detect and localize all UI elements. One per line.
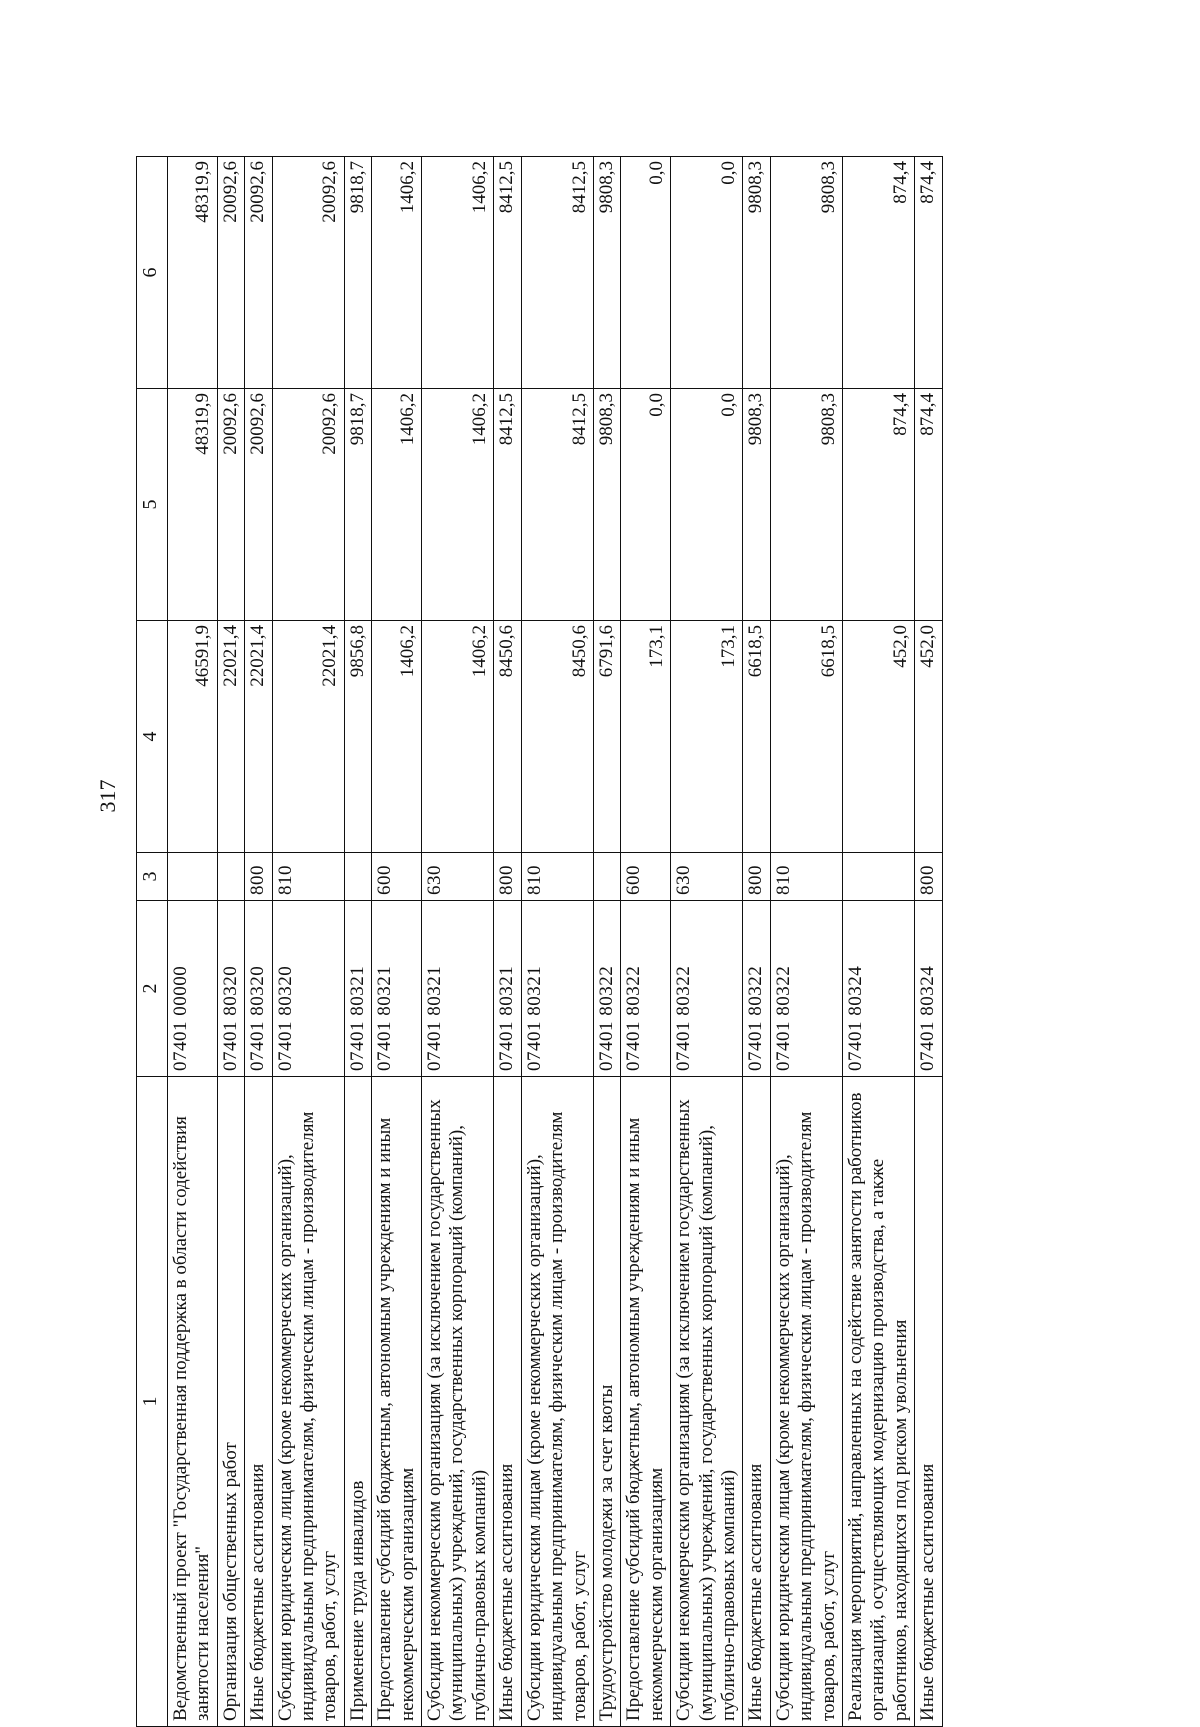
row-code: 07401 80321 <box>422 901 494 1077</box>
row-value-5: 0,0 <box>621 389 671 621</box>
row-code: 07401 80322 <box>743 901 770 1077</box>
row-value-4: 1406,2 <box>372 621 422 853</box>
row-value-4: 8450,6 <box>494 621 521 853</box>
row-type <box>168 853 218 901</box>
row-name: Организация общественных работ <box>217 1077 244 1727</box>
row-value-5: 9818,7 <box>344 389 371 621</box>
row-value-6: 9818,7 <box>344 157 371 389</box>
row-value-5: 874,4 <box>915 389 942 621</box>
row-code: 07401 80324 <box>842 901 914 1077</box>
row-type: 630 <box>671 853 743 901</box>
row-value-5: 8412,5 <box>521 389 593 621</box>
row-value-4: 22021,4 <box>272 621 344 853</box>
row-name: Реализация мероприятий, направленных на содействие занятости работников организаций, осуществляющих модернизацию производства, а также работников, находящихся под риском увольнения <box>842 1077 914 1727</box>
row-value-4: 8450,6 <box>521 621 593 853</box>
row-value-6: 20092,6 <box>272 157 344 389</box>
row-type: 800 <box>915 853 942 901</box>
table-row <box>915 157 942 1727</box>
table-row <box>621 157 671 1727</box>
table-body <box>168 157 943 1727</box>
table-row <box>842 157 914 1727</box>
row-name: Иные бюджетные ассигнования <box>245 1077 272 1727</box>
table-row <box>521 157 593 1727</box>
rotated-table-container <box>136 157 1141 1727</box>
row-name: Предоставление субсидий бюджетным, автономным учреждениям и иным некоммерческим организациям <box>621 1077 671 1727</box>
row-name: Применение труда инвалидов <box>344 1077 371 1727</box>
header-col-5: 5 <box>137 389 168 621</box>
row-name: Иные бюджетные ассигнования <box>915 1077 942 1727</box>
row-type: 810 <box>272 853 344 901</box>
row-value-4: 6791,6 <box>593 621 620 853</box>
row-code: 07401 80320 <box>245 901 272 1077</box>
row-value-5: 9808,3 <box>593 389 620 621</box>
row-code: 07401 80320 <box>272 901 344 1077</box>
row-value-5: 1406,2 <box>422 389 494 621</box>
table-row <box>372 157 422 1727</box>
table-row <box>494 157 521 1727</box>
row-type: 800 <box>743 853 770 901</box>
table-row <box>168 157 218 1727</box>
row-value-4: 9856,8 <box>344 621 371 853</box>
row-value-6: 9808,3 <box>743 157 770 389</box>
row-value-6: 1406,2 <box>372 157 422 389</box>
row-code: 07401 80322 <box>621 901 671 1077</box>
row-name: Иные бюджетные ассигнования <box>743 1077 770 1727</box>
table-row <box>671 157 743 1727</box>
row-name: Субсидии юридическим лицам (кроме некоммерческих организаций), индивидуальным предпринимателям, физическим лицам - производителям товаров, работ, услуг <box>770 1077 842 1727</box>
row-value-5: 20092,6 <box>245 389 272 621</box>
row-type: 810 <box>770 853 842 901</box>
row-type <box>593 853 620 901</box>
row-value-5: 1406,2 <box>372 389 422 621</box>
row-value-6: 8412,5 <box>521 157 593 389</box>
row-value-6: 48319,9 <box>168 157 218 389</box>
row-value-4: 452,0 <box>842 621 914 853</box>
row-type <box>344 853 371 901</box>
row-value-5: 9808,3 <box>770 389 842 621</box>
row-code: 07401 80321 <box>344 901 371 1077</box>
row-type: 800 <box>245 853 272 901</box>
row-value-4: 452,0 <box>915 621 942 853</box>
row-value-5: 8412,5 <box>494 389 521 621</box>
row-value-6: 20092,6 <box>217 157 244 389</box>
row-value-4: 6618,5 <box>743 621 770 853</box>
row-value-5: 9808,3 <box>743 389 770 621</box>
row-name: Трудоустройство молодежи за счет квоты <box>593 1077 620 1727</box>
table-row <box>272 157 344 1727</box>
row-code: 07401 80322 <box>770 901 842 1077</box>
row-value-4: 22021,4 <box>245 621 272 853</box>
table-row <box>245 157 272 1727</box>
header-col-1: 1 <box>137 1077 168 1727</box>
table-row <box>743 157 770 1727</box>
row-code: 07401 80321 <box>372 901 422 1077</box>
row-code: 07401 80320 <box>217 901 244 1077</box>
row-value-5: 0,0 <box>671 389 743 621</box>
row-value-6: 9808,3 <box>770 157 842 389</box>
row-name: Субсидии юридическим лицам (кроме некоммерческих организаций), индивидуальным предпринимателям, физическим лицам - производителям товаров, работ, услуг <box>521 1077 593 1727</box>
row-code: 07401 80324 <box>915 901 942 1077</box>
row-value-6: 0,0 <box>671 157 743 389</box>
row-value-5: 20092,6 <box>272 389 344 621</box>
row-value-6: 874,4 <box>915 157 942 389</box>
row-name: Субсидии некоммерческим организациям (за исключением государственных (муниципальных) учреждений, государственных корпораций (компаний), публично-правовых компаний) <box>671 1077 743 1727</box>
row-value-5: 20092,6 <box>217 389 244 621</box>
row-type <box>842 853 914 901</box>
row-value-6: 1406,2 <box>422 157 494 389</box>
row-type: 600 <box>372 853 422 901</box>
row-type: 810 <box>521 853 593 901</box>
header-col-3: 3 <box>137 853 168 901</box>
row-code: 07401 80321 <box>494 901 521 1077</box>
row-value-4: 46591,9 <box>168 621 218 853</box>
row-value-5: 874,4 <box>842 389 914 621</box>
header-col-4: 4 <box>137 621 168 853</box>
row-name: Субсидии некоммерческим организациям (за исключением государственных (муниципальных) учреждений, государственных корпораций (компаний), публично-правовых компаний) <box>422 1077 494 1727</box>
table-row <box>593 157 620 1727</box>
row-value-5: 48319,9 <box>168 389 218 621</box>
row-name: Иные бюджетные ассигнования <box>494 1077 521 1727</box>
row-code: 07401 80322 <box>671 901 743 1077</box>
table-row <box>770 157 842 1727</box>
row-value-6: 0,0 <box>621 157 671 389</box>
page-number: 317 <box>95 779 120 813</box>
row-type <box>217 853 244 901</box>
table-row <box>217 157 244 1727</box>
row-name: Предоставление субсидий бюджетным, автономным учреждениям и иным некоммерческим организациям <box>372 1077 422 1727</box>
row-name: Ведомственный проект "Государственная поддержка в области содействия занятости населения" <box>168 1077 218 1727</box>
table-row <box>422 157 494 1727</box>
row-value-4: 173,1 <box>621 621 671 853</box>
row-code: 07401 00000 <box>168 901 218 1077</box>
header-col-6: 6 <box>137 157 168 389</box>
table-row <box>344 157 371 1727</box>
row-type: 630 <box>422 853 494 901</box>
budget-table <box>136 156 943 1727</box>
row-value-6: 20092,6 <box>245 157 272 389</box>
row-type: 600 <box>621 853 671 901</box>
row-name: Субсидии юридическим лицам (кроме некоммерческих организаций), индивидуальным предпринимателям, физическим лицам - производителям товаров, работ, услуг <box>272 1077 344 1727</box>
row-value-4: 22021,4 <box>217 621 244 853</box>
row-value-4: 6618,5 <box>770 621 842 853</box>
row-value-6: 874,4 <box>842 157 914 389</box>
header-col-2: 2 <box>137 901 168 1077</box>
row-value-4: 1406,2 <box>422 621 494 853</box>
row-code: 07401 80321 <box>521 901 593 1077</box>
row-code: 07401 80322 <box>593 901 620 1077</box>
row-value-4: 173,1 <box>671 621 743 853</box>
header-row <box>137 157 168 1727</box>
row-value-6: 9808,3 <box>593 157 620 389</box>
row-type: 800 <box>494 853 521 901</box>
row-value-6: 8412,5 <box>494 157 521 389</box>
